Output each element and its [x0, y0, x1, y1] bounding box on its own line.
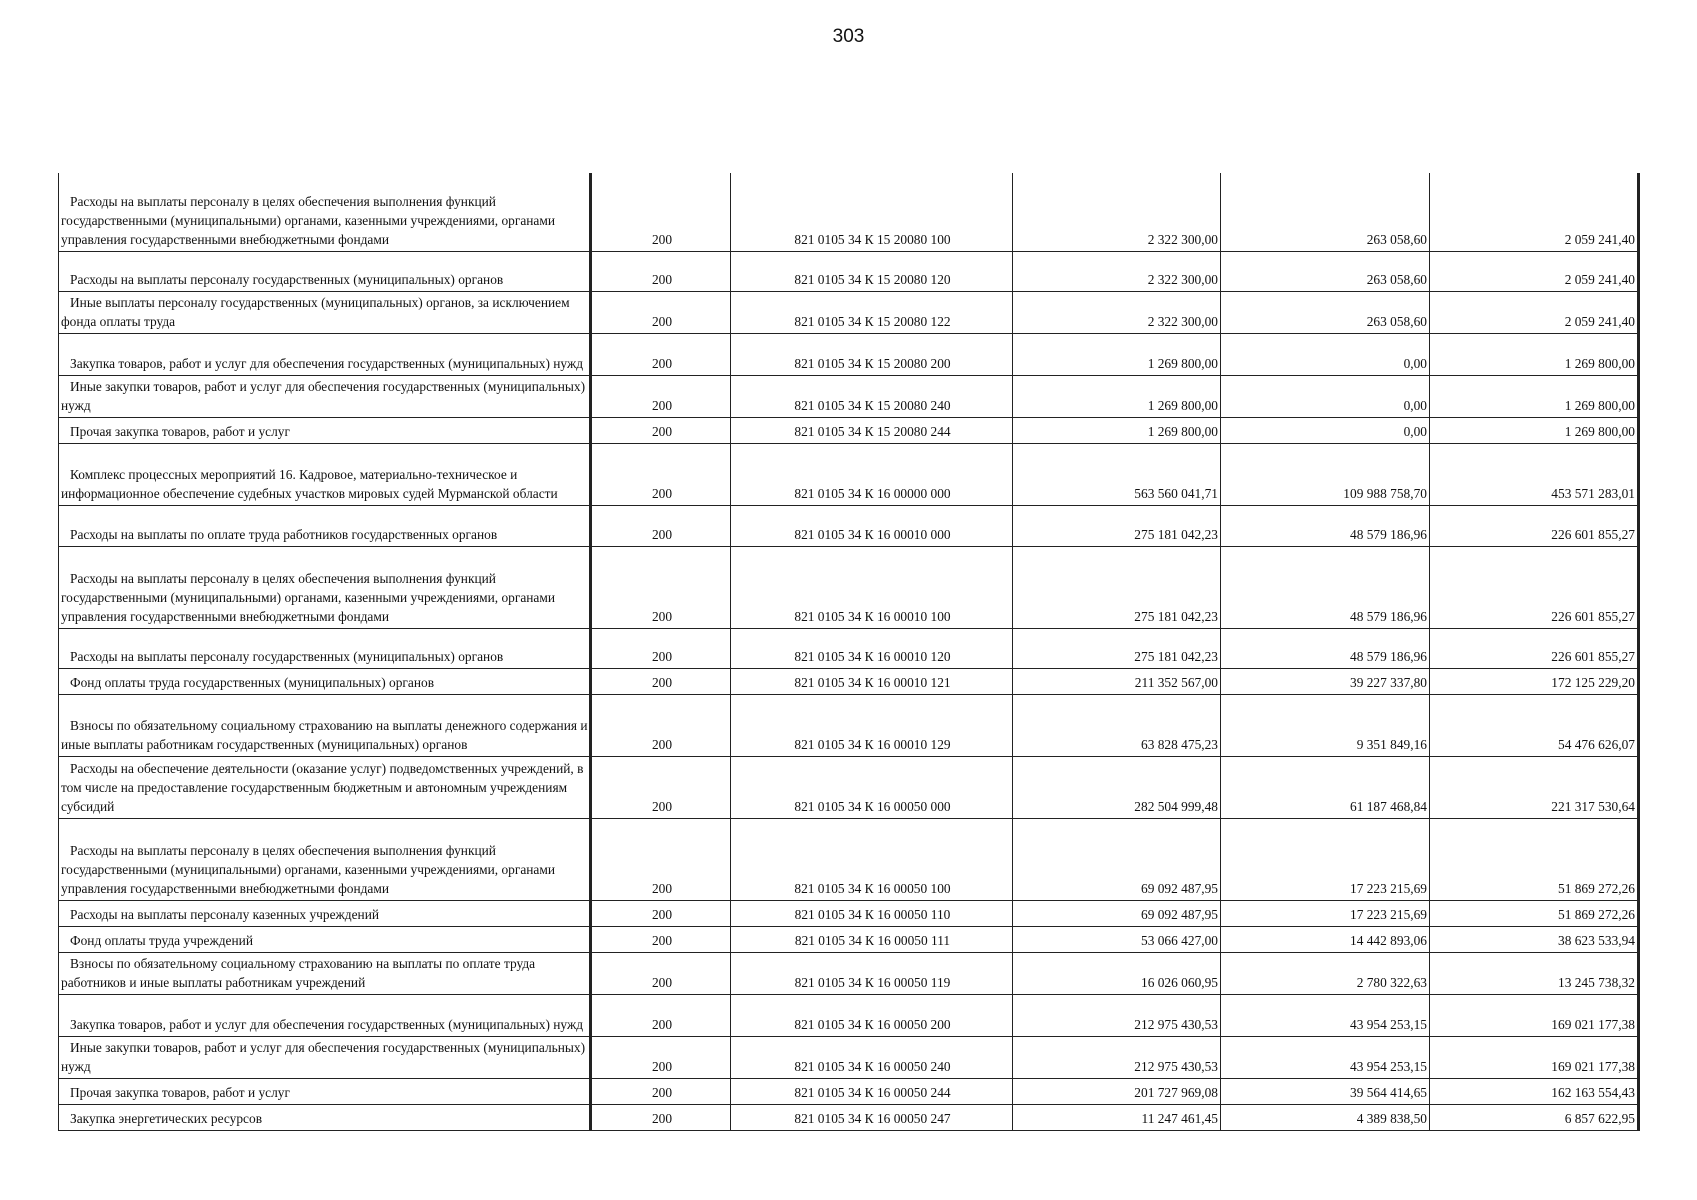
row-name	[59, 952, 591, 994]
row-approved-amount: 282 504 999,48	[1013, 756, 1221, 818]
row-name	[59, 1104, 591, 1130]
row-executed-amount: 9 351 849,16	[1221, 694, 1430, 756]
row-executed-amount: 263 058,60	[1221, 173, 1430, 251]
row-name-text: Расходы на выплаты персоналу в целях обеспечения выполнения функций государственными (муниципальными) органами, казенными учреждениями, органами управления государственными внебюджетными фондами	[61, 842, 556, 896]
row-budget-code: 821 0105 34 К 15 20080 122	[731, 291, 1013, 333]
row-executed-amount: 43 954 253,15	[1221, 1036, 1430, 1078]
row-name-text: Иные выплаты персоналу государственных (муниципальных) органов, за исключением фонда оплаты труда	[61, 294, 570, 329]
row-budget-code: 821 0105 34 К 16 00050 100	[731, 818, 1013, 900]
row-remaining-amount: 38 623 533,94	[1430, 926, 1639, 952]
row-approved-amount: 212 975 430,53	[1013, 1036, 1221, 1078]
row-line-code: 200	[591, 333, 731, 375]
row-remaining-amount: 1 269 800,00	[1430, 375, 1639, 417]
row-remaining-amount: 51 869 272,26	[1430, 900, 1639, 926]
row-remaining-amount: 2 059 241,40	[1430, 173, 1639, 251]
row-line-code: 200	[591, 1036, 731, 1078]
row-remaining-amount: 1 269 800,00	[1430, 417, 1639, 443]
row-executed-amount: 48 579 186,96	[1221, 505, 1430, 546]
row-executed-amount: 263 058,60	[1221, 251, 1430, 291]
table-row	[59, 333, 1639, 375]
row-name-text: Расходы на выплаты персоналу государственных (муниципальных) органов	[70, 648, 504, 664]
row-name	[59, 375, 591, 417]
row-budget-code: 821 0105 34 К 16 00010 000	[731, 505, 1013, 546]
row-name-text: Фонд оплаты труда учреждений	[70, 932, 254, 948]
table-row	[59, 1078, 1639, 1104]
row-line-code: 200	[591, 375, 731, 417]
row-approved-amount: 212 975 430,53	[1013, 994, 1221, 1036]
row-executed-amount: 48 579 186,96	[1221, 546, 1430, 628]
row-name-text: Взносы по обязательному социальному страхованию на выплаты денежного содержания и иные выплаты работникам государственных (муниципальных) органов	[61, 717, 588, 752]
row-line-code: 200	[591, 443, 731, 505]
row-executed-amount: 17 223 215,69	[1221, 818, 1430, 900]
row-name	[59, 668, 591, 694]
row-remaining-amount: 2 059 241,40	[1430, 291, 1639, 333]
row-budget-code: 821 0105 34 К 16 00050 000	[731, 756, 1013, 818]
row-executed-amount: 17 223 215,69	[1221, 900, 1430, 926]
row-name	[59, 443, 591, 505]
row-budget-code: 821 0105 34 К 16 00010 129	[731, 694, 1013, 756]
row-name	[59, 1036, 591, 1078]
row-budget-code: 821 0105 34 К 15 20080 200	[731, 333, 1013, 375]
row-remaining-amount: 169 021 177,38	[1430, 1036, 1639, 1078]
row-approved-amount: 2 322 300,00	[1013, 291, 1221, 333]
table-body	[59, 173, 1639, 1130]
table-row	[59, 1104, 1639, 1130]
row-budget-code: 821 0105 34 К 15 20080 100	[731, 173, 1013, 251]
row-remaining-amount: 6 857 622,95	[1430, 1104, 1639, 1130]
table-row	[59, 694, 1639, 756]
table-row	[59, 291, 1639, 333]
table-row	[59, 756, 1639, 818]
row-line-code: 200	[591, 994, 731, 1036]
row-approved-amount: 211 352 567,00	[1013, 668, 1221, 694]
row-name	[59, 756, 591, 818]
row-budget-code: 821 0105 34 К 16 00010 100	[731, 546, 1013, 628]
row-budget-code: 821 0105 34 К 16 00050 240	[731, 1036, 1013, 1078]
row-approved-amount: 1 269 800,00	[1013, 375, 1221, 417]
row-line-code: 200	[591, 756, 731, 818]
row-executed-amount: 48 579 186,96	[1221, 628, 1430, 668]
row-name	[59, 694, 591, 756]
table-row	[59, 628, 1639, 668]
row-line-code: 200	[591, 417, 731, 443]
row-name-text: Закупка энергетических ресурсов	[70, 1110, 263, 1126]
row-line-code: 200	[591, 818, 731, 900]
row-executed-amount: 4 389 838,50	[1221, 1104, 1430, 1130]
row-line-code: 200	[591, 546, 731, 628]
row-executed-amount: 0,00	[1221, 333, 1430, 375]
row-name-text: Иные закупки товаров, работ и услуг для обеспечения государственных (муниципальных) нужд	[61, 378, 586, 413]
row-approved-amount: 1 269 800,00	[1013, 333, 1221, 375]
row-line-code: 200	[591, 505, 731, 546]
row-executed-amount: 2 780 322,63	[1221, 952, 1430, 994]
row-name-text: Прочая закупка товаров, работ и услуг	[70, 423, 290, 439]
row-name-text: Комплекс процессных мероприятий 16. Кадровое, материально-техническое и информационное обеспечение судебных участков мировых судей Мурманской области	[61, 466, 558, 501]
row-budget-code: 821 0105 34 К 15 20080 240	[731, 375, 1013, 417]
row-executed-amount: 43 954 253,15	[1221, 994, 1430, 1036]
row-approved-amount: 63 828 475,23	[1013, 694, 1221, 756]
row-name	[59, 251, 591, 291]
table-row	[59, 926, 1639, 952]
row-line-code: 200	[591, 952, 731, 994]
row-approved-amount: 1 269 800,00	[1013, 417, 1221, 443]
row-line-code: 200	[591, 900, 731, 926]
row-line-code: 200	[591, 668, 731, 694]
page-number: 303	[832, 26, 865, 47]
row-approved-amount: 275 181 042,23	[1013, 628, 1221, 668]
row-remaining-amount: 54 476 626,07	[1430, 694, 1639, 756]
budget-execution-table	[58, 173, 1640, 1131]
row-name-text: Фонд оплаты труда государственных (муниципальных) органов	[70, 674, 435, 690]
table-row	[59, 375, 1639, 417]
row-line-code: 200	[591, 291, 731, 333]
row-name	[59, 628, 591, 668]
row-budget-code: 821 0105 34 К 16 00050 200	[731, 994, 1013, 1036]
row-budget-code: 821 0105 34 К 16 00010 121	[731, 668, 1013, 694]
row-approved-amount: 69 092 487,95	[1013, 900, 1221, 926]
table-row	[59, 952, 1639, 994]
row-budget-code: 821 0105 34 К 16 00050 247	[731, 1104, 1013, 1130]
row-name-text: Иные закупки товаров, работ и услуг для обеспечения государственных (муниципальных) нужд	[61, 1039, 586, 1074]
row-name	[59, 546, 591, 628]
row-line-code: 200	[591, 1104, 731, 1130]
row-remaining-amount: 13 245 738,32	[1430, 952, 1639, 994]
row-remaining-amount: 1 269 800,00	[1430, 333, 1639, 375]
row-line-code: 200	[591, 694, 731, 756]
row-name	[59, 926, 591, 952]
row-approved-amount: 69 092 487,95	[1013, 818, 1221, 900]
row-executed-amount: 0,00	[1221, 375, 1430, 417]
row-remaining-amount: 172 125 229,20	[1430, 668, 1639, 694]
table-row	[59, 443, 1639, 505]
row-remaining-amount: 2 059 241,40	[1430, 251, 1639, 291]
row-executed-amount: 0,00	[1221, 417, 1430, 443]
table-row	[59, 173, 1639, 251]
row-name-text: Прочая закупка товаров, работ и услуг	[70, 1084, 290, 1100]
row-executed-amount: 263 058,60	[1221, 291, 1430, 333]
row-remaining-amount: 221 317 530,64	[1430, 756, 1639, 818]
row-name	[59, 173, 591, 251]
row-remaining-amount: 51 869 272,26	[1430, 818, 1639, 900]
row-remaining-amount: 226 601 855,27	[1430, 505, 1639, 546]
row-approved-amount: 16 026 060,95	[1013, 952, 1221, 994]
table-row	[59, 994, 1639, 1036]
row-name	[59, 994, 591, 1036]
row-name	[59, 1078, 591, 1104]
row-approved-amount: 11 247 461,45	[1013, 1104, 1221, 1130]
row-remaining-amount: 453 571 283,01	[1430, 443, 1639, 505]
table-row	[59, 668, 1639, 694]
table-row	[59, 818, 1639, 900]
row-name-text: Расходы на выплаты персоналу в целях обеспечения выполнения функций государственными (муниципальными) органами, казенными учреждениями, органами управления государственными внебюджетными фондами	[61, 570, 556, 624]
row-approved-amount: 563 560 041,71	[1013, 443, 1221, 505]
row-budget-code: 821 0105 34 К 15 20080 120	[731, 251, 1013, 291]
table-row	[59, 505, 1639, 546]
row-name	[59, 818, 591, 900]
row-approved-amount: 201 727 969,08	[1013, 1078, 1221, 1104]
table-row	[59, 1036, 1639, 1078]
row-line-code: 200	[591, 1078, 731, 1104]
row-name	[59, 333, 591, 375]
table-row	[59, 546, 1639, 628]
row-remaining-amount: 162 163 554,43	[1430, 1078, 1639, 1104]
row-name-text: Закупка товаров, работ и услуг для обеспечения государственных (муниципальных) нужд	[70, 1016, 584, 1032]
row-approved-amount: 53 066 427,00	[1013, 926, 1221, 952]
row-name	[59, 417, 591, 443]
row-executed-amount: 109 988 758,70	[1221, 443, 1430, 505]
row-approved-amount: 275 181 042,23	[1013, 546, 1221, 628]
row-line-code: 200	[591, 251, 731, 291]
row-name-text: Расходы на выплаты персоналу государственных (муниципальных) органов	[70, 271, 504, 287]
row-budget-code: 821 0105 34 К 16 00010 120	[731, 628, 1013, 668]
row-executed-amount: 39 227 337,80	[1221, 668, 1430, 694]
row-approved-amount: 2 322 300,00	[1013, 173, 1221, 251]
row-name-text: Расходы на выплаты персоналу в целях обеспечения выполнения функций государственными (муниципальными) органами, казенными учреждениями, органами управления государственными внебюджетными фондами	[61, 193, 556, 247]
row-name-text: Расходы на выплаты по оплате труда работников государственных органов	[70, 526, 498, 542]
row-approved-amount: 2 322 300,00	[1013, 251, 1221, 291]
row-budget-code: 821 0105 34 К 16 00050 119	[731, 952, 1013, 994]
row-executed-amount: 39 564 414,65	[1221, 1078, 1430, 1104]
row-line-code: 200	[591, 628, 731, 668]
table-row	[59, 417, 1639, 443]
row-budget-code: 821 0105 34 К 15 20080 244	[731, 417, 1013, 443]
row-executed-amount: 14 442 893,06	[1221, 926, 1430, 952]
table-row	[59, 251, 1639, 291]
row-budget-code: 821 0105 34 К 16 00000 000	[731, 443, 1013, 505]
row-remaining-amount: 226 601 855,27	[1430, 546, 1639, 628]
row-remaining-amount: 226 601 855,27	[1430, 628, 1639, 668]
row-approved-amount: 275 181 042,23	[1013, 505, 1221, 546]
row-remaining-amount: 169 021 177,38	[1430, 994, 1639, 1036]
row-name-text: Расходы на обеспечение деятельности (оказание услуг) подведомственных учреждений, в том числе на предоставление государственным бюджетным и автономным учреждениям субсидий	[61, 760, 584, 814]
row-name	[59, 291, 591, 333]
table-row	[59, 900, 1639, 926]
row-name	[59, 900, 591, 926]
row-name-text: Взносы по обязательному социальному страхованию на выплаты по оплате труда работников и иные выплаты работникам учреждений	[61, 955, 536, 990]
row-executed-amount: 61 187 468,84	[1221, 756, 1430, 818]
row-line-code: 200	[591, 926, 731, 952]
row-line-code: 200	[591, 173, 731, 251]
row-budget-code: 821 0105 34 К 16 00050 244	[731, 1078, 1013, 1104]
row-budget-code: 821 0105 34 К 16 00050 111	[731, 926, 1013, 952]
row-name-text: Расходы на выплаты персоналу казенных учреждений	[70, 906, 380, 922]
row-name	[59, 505, 591, 546]
row-name-text: Закупка товаров, работ и услуг для обеспечения государственных (муниципальных) нужд	[70, 355, 584, 371]
row-budget-code: 821 0105 34 К 16 00050 110	[731, 900, 1013, 926]
